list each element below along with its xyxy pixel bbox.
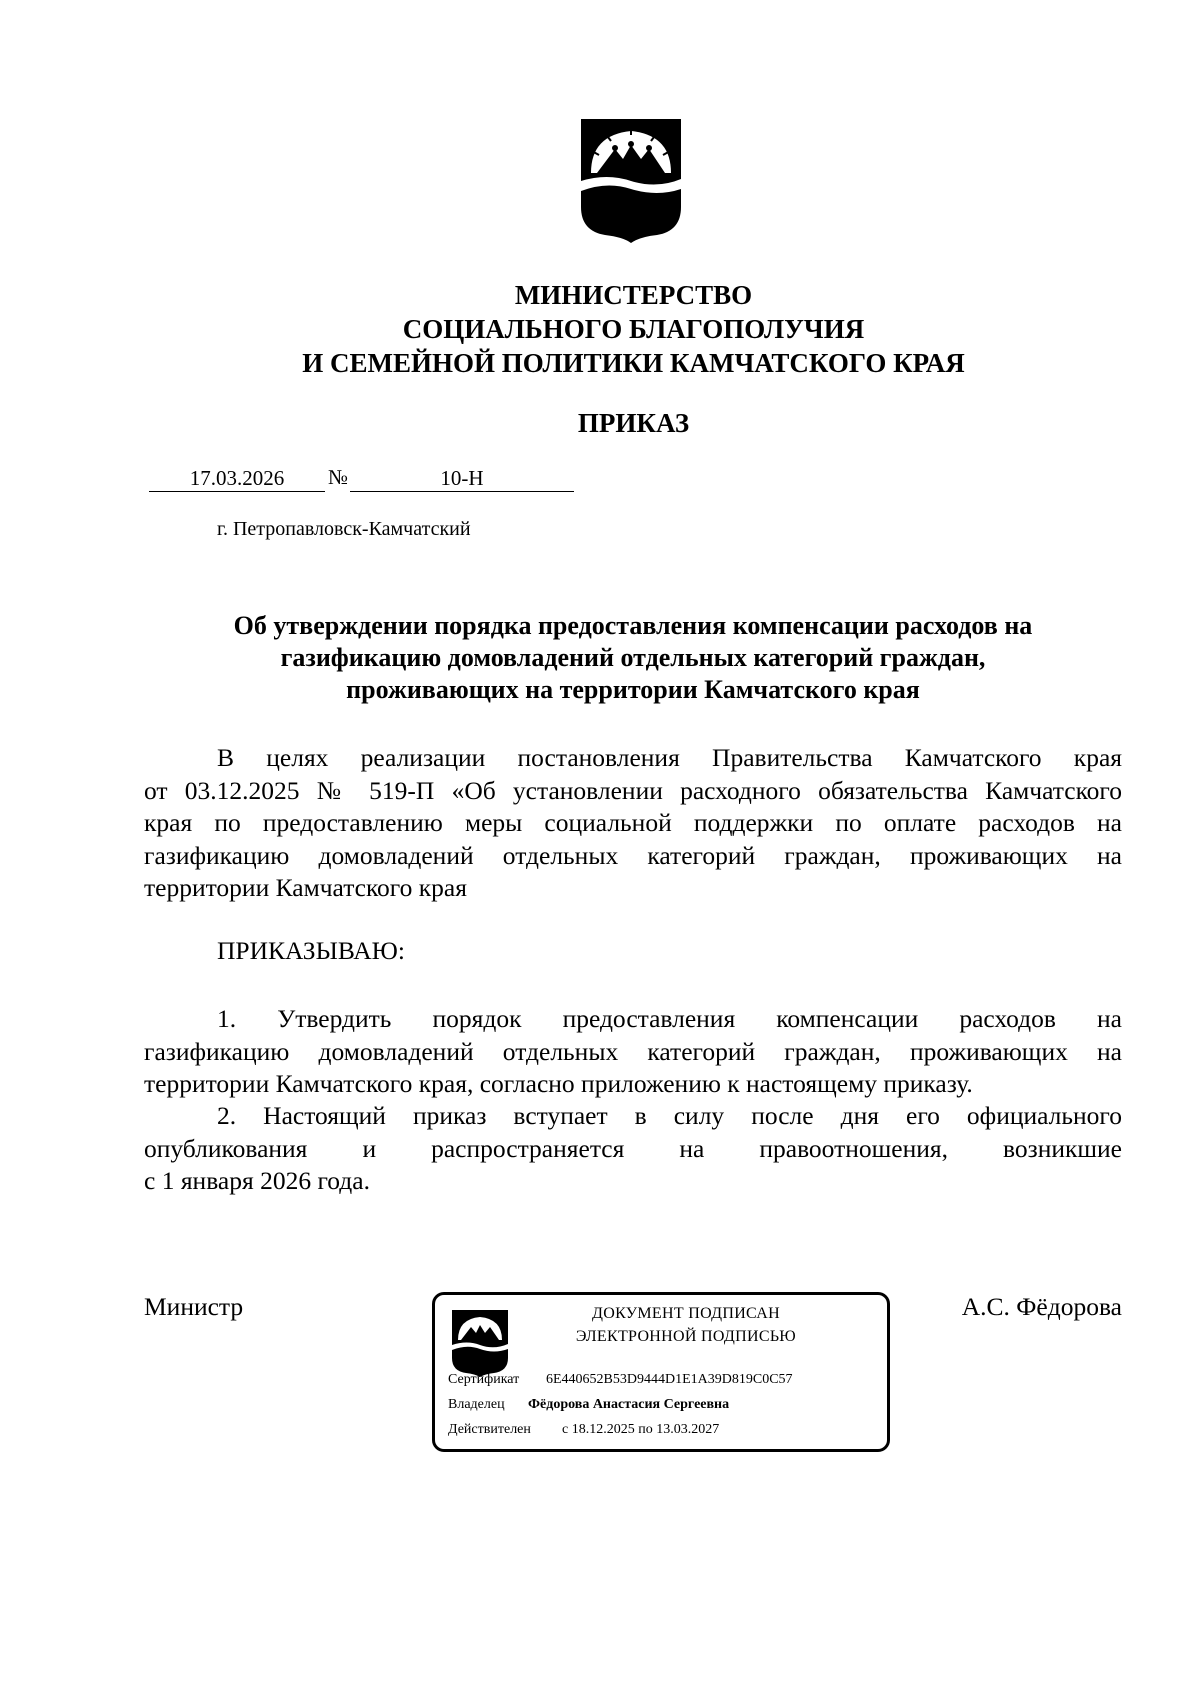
validity-label: Действителен: [448, 1422, 531, 1437]
paragraph-line: от 03.12.2025 № 519-П «Об установлении расходного обязательства Камчатского: [144, 775, 1122, 805]
certificate-value: 6E440652B53D9444D1E1A39D819C0C57: [546, 1372, 793, 1387]
stamp-owner-row: [448, 1397, 729, 1413]
ministry-name: [0, 278, 1200, 380]
validity-value: с 18.12.2025 по 13.03.2027: [562, 1422, 720, 1437]
item-1-paragraph: [144, 1003, 1122, 1101]
signatory-name: А.С. Фёдорова: [961, 1292, 1122, 1321]
paragraph-line: газификацию домовладений отдельных категорий граждан, проживающих на: [144, 840, 1122, 870]
stamp-title-line-1: ДОКУМЕНТ ПОДПИСАН: [592, 1305, 780, 1322]
order-date: 17.03.2026: [149, 466, 325, 492]
owner-label: Владелец: [448, 1397, 505, 1412]
subject-line: газификацию домовладений отдельных категорий граждан,: [280, 643, 986, 672]
order-number: 10-Н: [350, 466, 574, 492]
paragraph-line: опубликования и распространяется на правоотношения, возникшие: [144, 1133, 1122, 1163]
owner-value: Фёдорова Анастасия Сергеевна: [528, 1397, 730, 1412]
city: г. Петропавловск-Камчатский: [217, 518, 471, 540]
paragraph-line: с 1 января 2026 года.: [144, 1166, 370, 1195]
stamp-certificate-row: [448, 1372, 793, 1388]
paragraph-line: газификацию домовладений отдельных категорий граждан, проживающих на: [144, 1036, 1122, 1066]
stamp-validity-row: [448, 1422, 719, 1438]
paragraph-line: территории Камчатского края: [144, 873, 467, 902]
ministry-line: МИНИСТЕРСТВО: [514, 280, 753, 310]
number-sign: №: [328, 465, 349, 489]
ministry-line: И СЕМЕЙНОЙ ПОЛИТИКИ КАМЧАТСКОГО КРАЯ: [302, 348, 965, 378]
paragraph-line: 1. Утвердить порядок предоставления компенсации расходов на: [217, 1004, 1122, 1033]
paragraph-line: 2. Настоящий приказ вступает в силу после дня его официального: [217, 1101, 1122, 1130]
order-subject: [140, 610, 1126, 706]
certificate-label: Сертификат: [448, 1372, 520, 1387]
document-type: ПРИКАЗ: [577, 408, 690, 438]
signatory-position: Министр: [144, 1292, 244, 1321]
electronic-signature-stamp: [432, 1292, 890, 1452]
coat-of-arms-emblem: [577, 115, 685, 245]
ministry-line: СОЦИАЛЬНОГО БЛАГОПОЛУЧИЯ: [402, 314, 865, 344]
paragraph-line: В целях реализации постановления Правительства Камчатского края: [217, 743, 1122, 772]
stamp-emblem-icon: [450, 1308, 510, 1378]
paragraph-line: края по предоставлению меры социальной поддержки по оплате расходов на: [144, 808, 1122, 837]
subject-line: Об утверждении порядка предоставления компенсации расходов на: [233, 611, 1033, 640]
subject-line: проживающих на территории Камчатского края: [346, 675, 920, 704]
paragraph-line: территории Камчатского края, согласно приложению к настоящему приказу.: [144, 1069, 973, 1098]
stamp-title-line-2: ЭЛЕКТРОННОЙ ПОДПИСЬЮ: [575, 1328, 797, 1345]
item-2-paragraph: [144, 1100, 1122, 1198]
preamble-paragraph: [144, 742, 1122, 905]
order-word: ПРИКАЗЫВАЮ:: [217, 936, 405, 965]
